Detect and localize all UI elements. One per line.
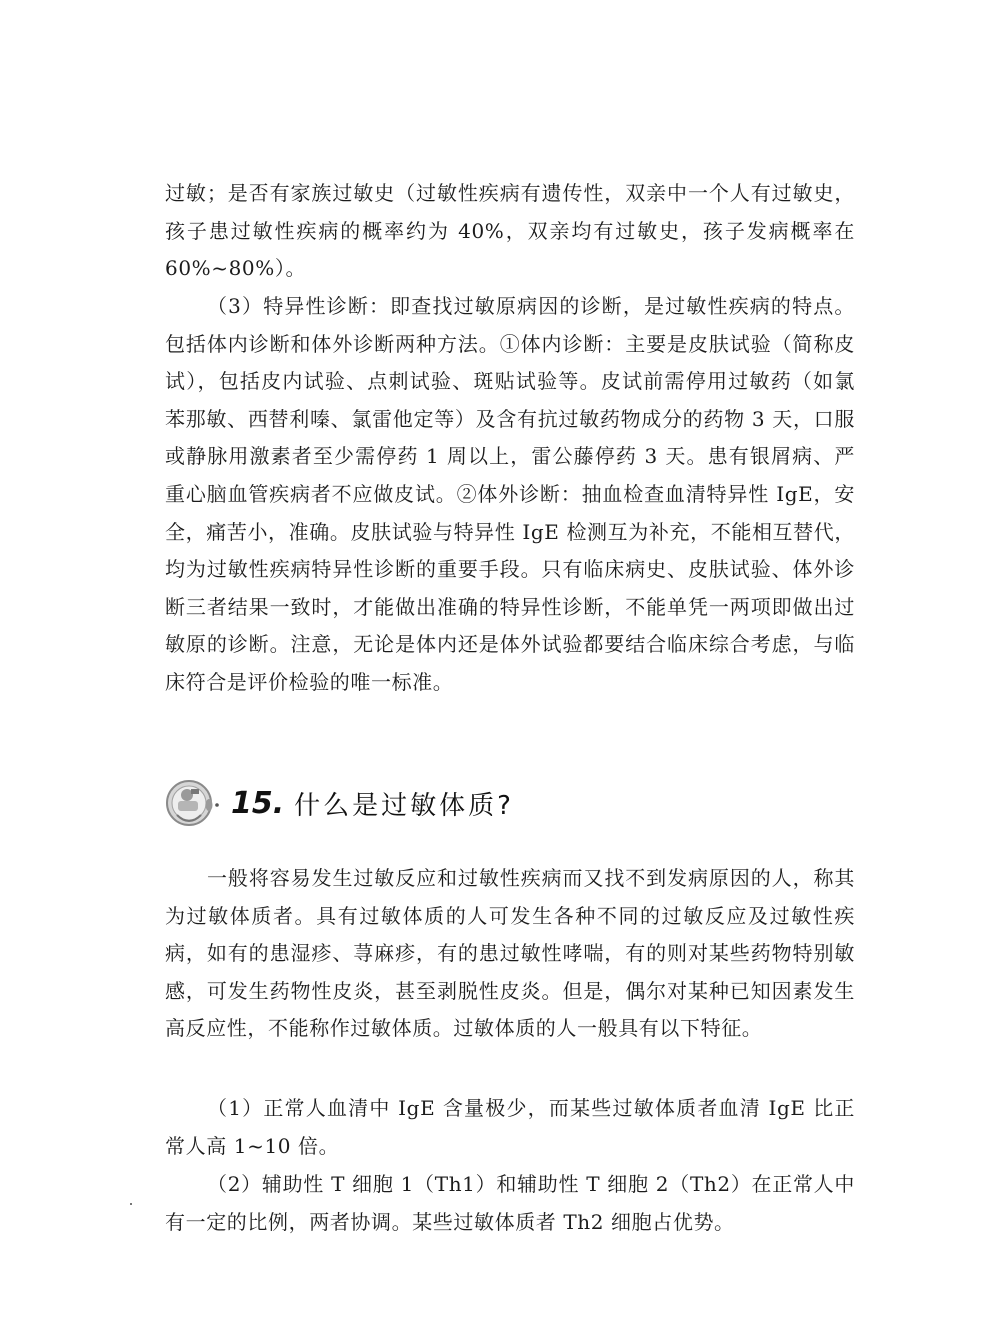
doctor-badge-icon — [163, 775, 219, 831]
paragraph-feature-2: （2）辅助性 T 细胞 1（Th1）和辅助性 T 细胞 2（Th2）在正常人中有一定的比例，两者协调。某些过敏体质者 Th2 细胞占优势。 — [165, 1172, 855, 1234]
section-number: 15. — [231, 785, 285, 821]
section-heading — [163, 775, 514, 831]
paragraph-allergic-constitution: 一般将容易发生过敏反应和过敏性疾病而又找不到发病原因的人，称其为过敏体质者。具有过敏体质的人可发生各种不同的过敏反应及过敏性疾病，如有的患湿疹、荨麻疹，有的患过敏性哮喘，有的则对某些药物特别敏感，可发生药物性皮炎，甚至剥脱性皮炎。但是，偶尔对某种已知因素发生高反应性，不能称作过敏体质。过敏体质的人一般具有以下特征。 — [165, 866, 855, 1041]
paragraph-feature-1: （1）正常人血清中 IgE 含量极少，而某些过敏体质者血清 IgE 比正常人高 1~10 倍。 — [165, 1096, 855, 1158]
paragraph-specific-diagnosis: （3）特异性诊断：即查找过敏原病因的诊断，是过敏性疾病的特点。包括体内诊断和体外诊断两种方法。①体内诊断：主要是皮肤试验（简称皮试），包括皮内试验、点刺试验、斑贴试验等。皮试前需停用过敏药（如氯苯那敏、西替利嗪、氯雷他定等）及含有抗过敏药物成分的药物 3 天，口服或静脉用激素者至少需停药 1 周以上，雷公藤停药 3 天。患有银屑病、严重心脑血管疾病者不应做皮试。②体外诊断：抽血检查血清特异性 IgE，安全，痛苦小，准确。皮肤试验与特异性 IgE 检测互为补充，不能相互替代，均为过敏性疾病特异性诊断的重要手段。只有临床病史、皮肤试验、体外诊断三者结果一致时，才能做出准确的特异性诊断，不能单凭一两项即做出过敏原的诊断。注意，无论是体内还是体外试验都要结合临床综合考虑，与临床符合是评价检验的唯一标准。 — [165, 294, 855, 694]
print-speck — [130, 1203, 132, 1205]
section-title: 什么是过敏体质? — [294, 790, 514, 821]
paragraph-allergy-history: 过敏；是否有家族过敏史（过敏性疾病有遗传性，双亲中一个人有过敏史，孩子患过敏性疾病的概率约为 40%，双亲均有过敏史，孩子发病概率在 60%~80%）。 — [165, 181, 855, 281]
